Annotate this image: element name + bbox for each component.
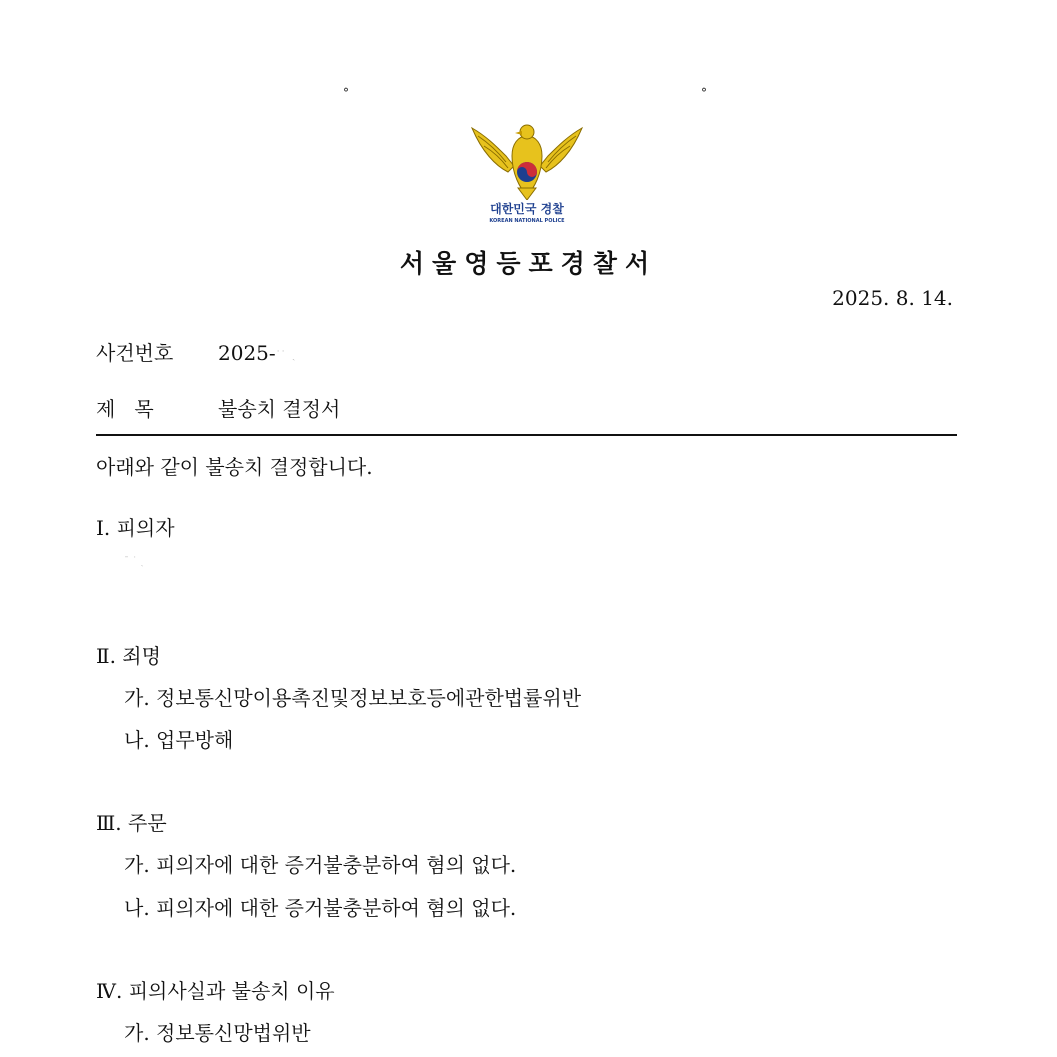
disposition-item: 나. 피의자에 대한 증거불충분하여 혐의 없다. (124, 896, 517, 920)
section-heading-charges: Ⅱ. 죄명 (96, 644, 161, 668)
intro-text: 아래와 같이 불송치 결정합니다. (96, 455, 373, 479)
redacted-suspect-name: ˉ ˙ ˏ (124, 556, 144, 567)
redacted-case-number: ˙˙ ˏ (275, 349, 296, 361)
charge-item: 가. 정보통신망이용촉진및정보보호등에관한법률위반 (124, 686, 582, 710)
reason-item: 가. 정보통신망법위반 (124, 1021, 311, 1045)
charge-item: 나. 업무방해 (124, 728, 234, 752)
subject-row (96, 393, 340, 422)
korean-police-eagle-emblem-icon (468, 122, 586, 200)
subject-label: 제 목 (96, 397, 154, 421)
police-logo-korean-text: 대한민국 경찰 (490, 202, 564, 216)
decorative-dot-left: ° (343, 86, 349, 100)
disposition-item: 가. 피의자에 대한 증거불충분하여 혐의 없다. (124, 853, 517, 877)
section-heading-reasons: Ⅳ. 피의사실과 불송치 이유 (96, 979, 335, 1003)
police-logo-english-text: KOREAN NATIONAL POLICE (489, 218, 565, 224)
case-number-value: 2025- (218, 341, 276, 365)
decorative-dot-right: ° (701, 86, 707, 100)
station-title: 서울영등포경찰서 (399, 249, 658, 278)
section-heading-suspect: Ⅰ. 피의자 (96, 516, 175, 540)
document-date: 2025. 8. 14. (832, 286, 953, 310)
case-number-label: 사건번호 (96, 341, 174, 365)
section-heading-disposition: Ⅲ. 주문 (96, 811, 167, 835)
subject-value: 불송치 결정서 (218, 397, 341, 421)
header-divider (96, 434, 957, 436)
case-number-row (96, 337, 336, 366)
